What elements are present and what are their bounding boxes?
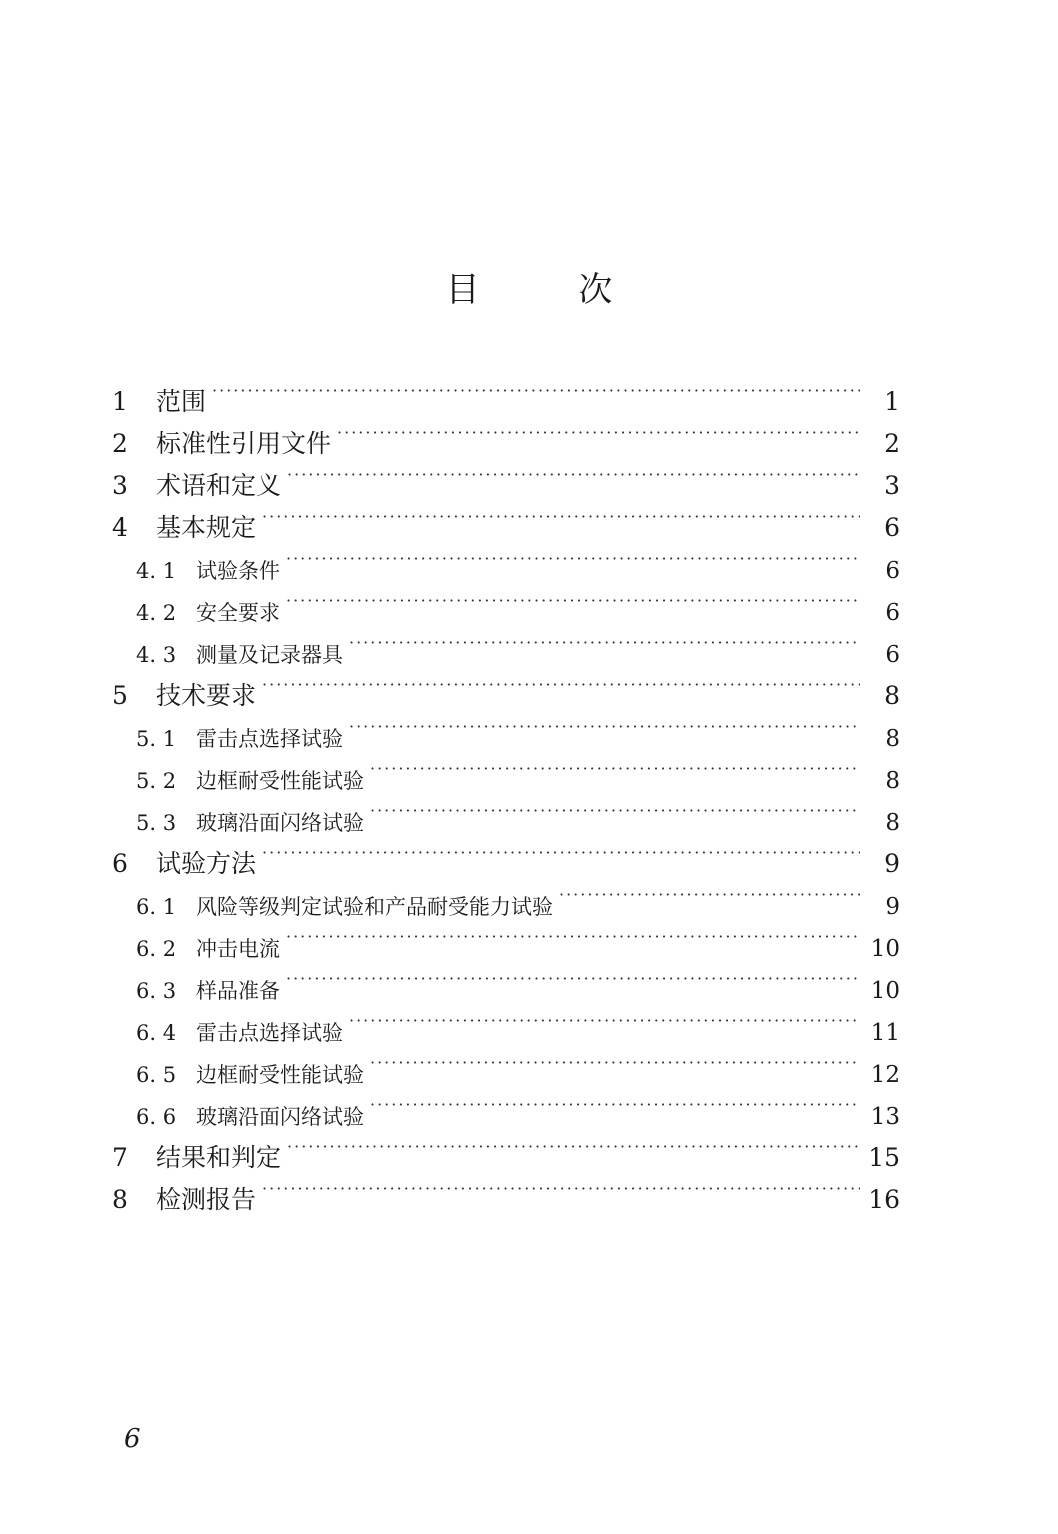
toc-leader-dots [287, 452, 860, 494]
toc-entry-number: 4 [112, 513, 128, 542]
toc-entry-title: 冲击电流 [196, 937, 280, 961]
page-title [0, 262, 1058, 311]
toc-entry-number: 1 [112, 387, 128, 416]
toc-entry-number: 5. 1 [136, 727, 177, 751]
toc-entry-number: 6. 4 [136, 1021, 177, 1045]
toc-leader-dots [349, 620, 860, 662]
toc-entry-page: 15 [868, 1143, 900, 1172]
toc-entry-page: 3 [884, 471, 900, 500]
toc-entry-number: 6. 5 [136, 1063, 177, 1087]
toc-entry-number: 6. 2 [136, 937, 177, 961]
toc-leader-dots [286, 536, 860, 578]
toc-leader-dots [286, 914, 860, 956]
toc-entry-title: 雷击点选择试验 [196, 1021, 343, 1045]
toc-leader-dots [286, 956, 860, 998]
toc-leader-dots [262, 830, 860, 872]
toc-entry-page: 9 [885, 894, 900, 920]
toc-leader-dots [559, 872, 860, 914]
toc-entry-number: 7 [112, 1143, 128, 1172]
toc-entry-number: 4. 3 [136, 643, 177, 667]
toc-entry-number: 3 [112, 471, 128, 500]
toc-entry-title: 风险等级判定试验和产品耐受能力试验 [196, 895, 553, 919]
toc-entry-number: 5. 3 [136, 811, 177, 835]
toc-entry-page: 6 [885, 642, 900, 668]
toc-leader-dots [262, 1166, 860, 1208]
toc-leader-dots [286, 578, 860, 620]
toc-entry-page: 8 [885, 810, 900, 836]
toc-leader-dots [370, 1040, 860, 1082]
toc-entry-page: 2 [884, 429, 900, 458]
toc-entry-title: 边框耐受性能试验 [196, 1063, 364, 1087]
toc-entry-number: 6. 1 [136, 895, 177, 919]
toc-entry-title: 检测报告 [156, 1185, 257, 1214]
toc-entry-number: 6 [112, 849, 128, 878]
toc-entry-title: 试验条件 [196, 559, 280, 583]
toc-entry-page: 16 [868, 1185, 900, 1214]
toc-entry-page: 11 [870, 1020, 900, 1046]
toc-entry-number: 5 [112, 681, 128, 710]
toc-leader-dots [370, 746, 860, 788]
toc-entry-page: 12 [870, 1062, 900, 1088]
toc-entry-number: 6. 3 [136, 979, 177, 1003]
toc-entry-page: 1 [884, 387, 900, 416]
toc-entry-page: 10 [870, 936, 900, 962]
toc-entry-title: 边框耐受性能试验 [196, 769, 364, 793]
toc-entry-title: 标准性引用文件 [156, 429, 332, 458]
page-title-part2: 次 [578, 270, 613, 310]
toc-entry-title: 基本规定 [156, 513, 257, 542]
toc-entry-title: 术语和定义 [156, 471, 282, 500]
toc-entry-number: 5. 2 [136, 769, 177, 793]
toc-leader-dots [262, 494, 860, 536]
toc-entry-page: 9 [884, 849, 900, 878]
toc-entry-page: 8 [885, 726, 900, 752]
toc-leader-dots [370, 788, 860, 830]
toc-entry-page: 10 [870, 978, 900, 1004]
toc-entry-number: 4. 1 [136, 559, 177, 583]
toc-entry-page: 6 [885, 558, 900, 584]
toc-entry-title: 试验方法 [156, 849, 257, 878]
toc-leader-dots [337, 410, 860, 452]
toc-entry-title: 测量及记录器具 [196, 643, 343, 667]
toc-leader-dots [349, 998, 860, 1040]
toc-entry-title: 范围 [156, 387, 207, 416]
toc-leader-dots [262, 662, 860, 704]
toc-entry-title: 雷击点选择试验 [196, 727, 343, 751]
toc-entry-page: 8 [885, 768, 900, 794]
toc-entry-number: 6. 6 [136, 1105, 177, 1129]
toc-entry[interactable] [112, 368, 900, 416]
toc-entry-page: 6 [884, 513, 900, 542]
toc-entry-page: 8 [884, 681, 900, 710]
toc-entry-number: 8 [112, 1185, 128, 1214]
toc-leader-dots [370, 1082, 860, 1124]
toc-entry-number: 4. 2 [136, 601, 177, 625]
toc-entry[interactable] [112, 410, 900, 458]
toc-entry-title: 样品准备 [196, 979, 280, 1003]
toc-leader-dots [349, 704, 860, 746]
toc-entry-title: 玻璃沿面闪络试验 [196, 1105, 364, 1129]
table-of-contents [112, 368, 900, 1214]
page-number: 6 [124, 1424, 141, 1454]
toc-entry-title: 安全要求 [196, 601, 280, 625]
page-title-part1: 目 [445, 270, 480, 310]
toc-entry-title: 技术要求 [156, 681, 257, 710]
toc-entry-page: 6 [885, 600, 900, 626]
toc-entry-title: 结果和判定 [156, 1143, 282, 1172]
toc-leader-dots [212, 368, 860, 410]
toc-entry-page: 13 [870, 1104, 900, 1130]
toc-entry-number: 2 [112, 429, 128, 458]
toc-leader-dots [287, 1124, 860, 1166]
toc-entry-title: 玻璃沿面闪络试验 [196, 811, 364, 835]
